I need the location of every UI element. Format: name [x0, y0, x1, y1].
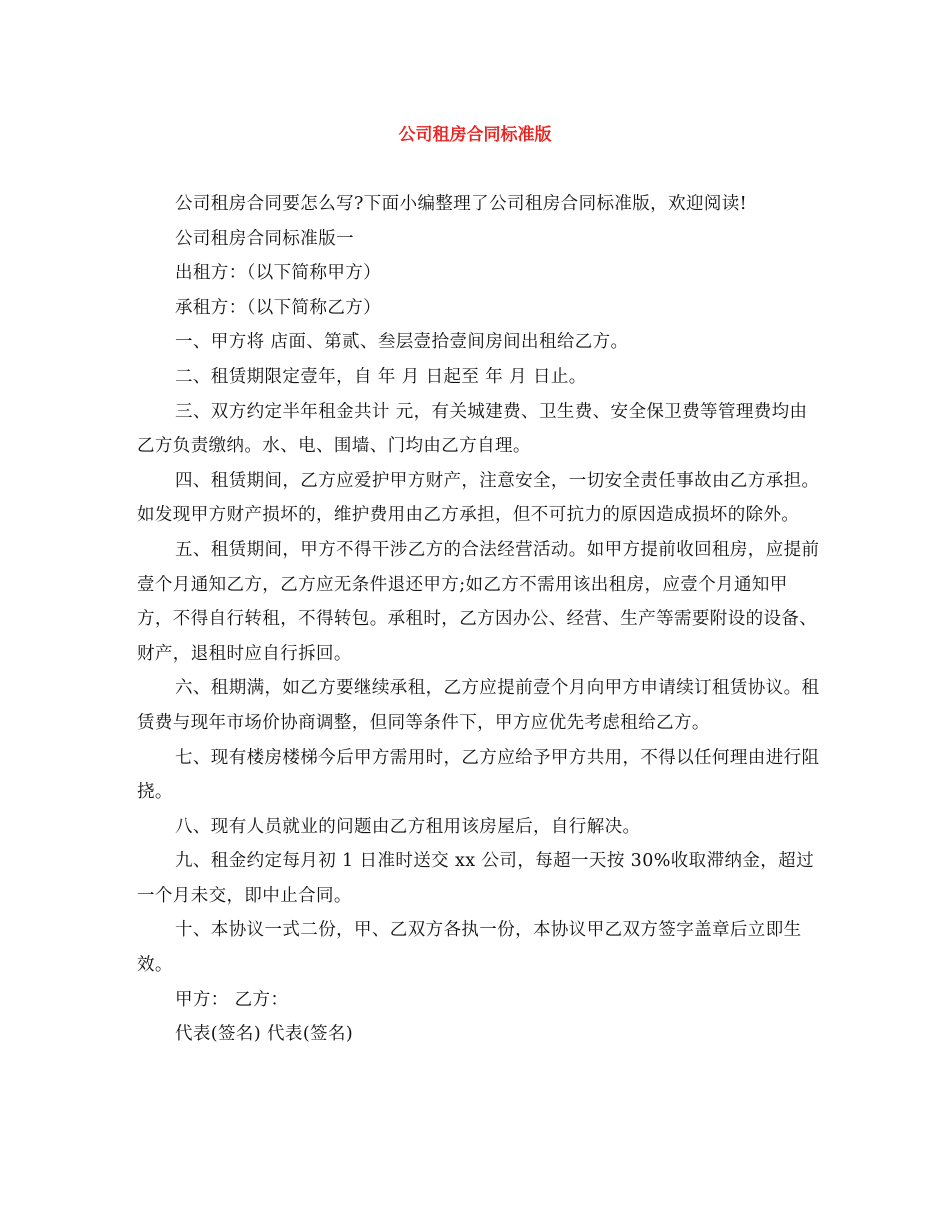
clause-5: 五、租赁期间，甲方不得干涉乙方的合法经营活动。如甲方提前收回租房，应提前壹个月通知乙方，乙方应无条件退还甲方;如乙方不需用该出租房，应壹个月通知甲方，不得自行转租，不得转包。承租时，乙方因办公、经营、生产等需要附设的设备、财产，退租时应自行拆回。	[137, 539, 820, 664]
clause-6: 六、租期满，如乙方要继续承租，乙方应提前壹个月向甲方申请续订租赁协议。租赁费与现年市场价协商调整，但同等条件下，甲方应优先考虑租给乙方。	[137, 678, 820, 733]
paragraph-lessor: 出租方：（以下简称甲方）	[175, 263, 382, 284]
signature-parties: 甲方： 乙方：	[175, 989, 289, 1010]
paragraph-version-heading: 公司租房合同标准版一	[175, 228, 354, 249]
clause-2: 二、租赁期限定壹年，自 年 月 日起至 年 月 日止。	[175, 366, 587, 387]
clause-3: 三、双方约定半年租金共计 元，有关城建费、卫生费、安全保卫费等管理费均由乙方负责缴纳。水、电、围墙、门均由乙方自理。	[137, 401, 808, 457]
document-body	[137, 187, 823, 1052]
clause-4: 四、租赁期间，乙方应爱护甲方财产，注意安全，一切安全责任事故由乙方承担。如发现甲方财产损坏的，维护费用由乙方承担，但不可抗力的原因造成损坏的除外。	[137, 470, 820, 526]
clause-7: 七、现有楼房楼梯今后甲方需用时，乙方应给予甲方共用，不得以任何理由进行阻挠。	[137, 747, 820, 803]
paragraph-intro: 公司租房合同要怎么写?下面小编整理了公司租房合同标准版，欢迎阅读!	[175, 194, 748, 214]
clause-8: 八、现有人员就业的问题由乙方租用该房屋后，自行解决。	[175, 816, 641, 837]
clause-1: 一、甲方将 店面、第贰、叁层壹拾壹间房间出租给乙方。	[175, 332, 629, 353]
signature-representatives: 代表(签名) 代表(签名)	[175, 1024, 354, 1045]
clause-10: 十、本协议一式二份，甲、乙双方各执一份，本协议甲乙双方签字盖章后立即生效。	[137, 920, 802, 976]
paragraph-lessee: 承租方：（以下简称乙方）	[175, 297, 382, 318]
document-title: 公司租房合同标准版	[398, 125, 552, 145]
clause-9: 九、租金约定每月初 1 日准时送交 xx 公司，每超一天按 30%收取滞纳金，超过一个月未交，即中止合同。	[137, 851, 814, 906]
